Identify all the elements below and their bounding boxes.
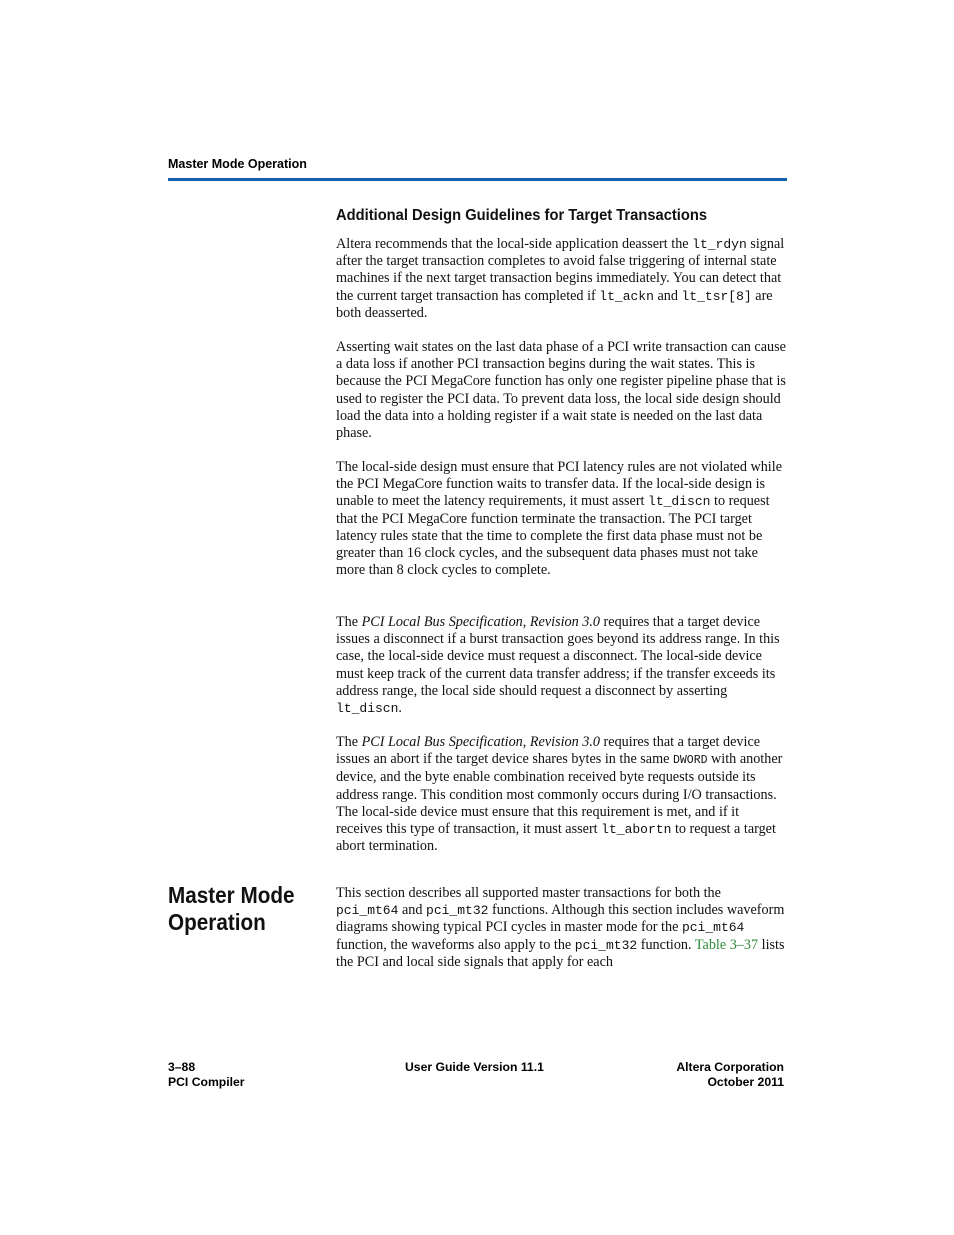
major-heading-line-1: Master Mode [168, 882, 295, 908]
footer-date: October 2011 [707, 1075, 784, 1089]
p6-text-c: functions. Although this section includes waveform diagrams showing typical PCI cycles in master mode for the [336, 902, 785, 936]
code-lt-discn-2: lt_discn [336, 701, 399, 717]
spec-title-italic-2: PCI Local Bus Specification, Revision 3.0 [361, 734, 600, 750]
p6-text-d: function, the waveforms also apply to the [336, 936, 575, 953]
footer-guide-version: User Guide Version 11.1 [405, 1060, 544, 1074]
paragraph-3 [336, 459, 786, 579]
section-heading: Additional Design Guidelines for Target Transactions [336, 207, 708, 224]
p4-text-a: The [336, 614, 362, 630]
p5-text-b: requires that a target device issues an abort if the target device shares bytes in the same [336, 734, 761, 768]
table-3-37-link[interactable]: Table 3–37 [694, 936, 759, 953]
p1-text-a: Altera recommends that the local-side application deassert the [336, 236, 693, 252]
code-lt-ackn: lt_ackn [599, 288, 654, 304]
code-lt-abortn: lt_abortn [601, 822, 672, 838]
major-section-heading [168, 882, 295, 936]
code-lt-rdyn: lt_rdyn [692, 237, 747, 252]
p5-text-c: with another device, and the byte enable combination received byte requests outside its address range. This condition most commonly occurs during I/O transactions. The local-side device must ensure that this requirement is met, and if it receives this type of transaction, it must assert [336, 751, 783, 838]
paragraph-1 [336, 236, 786, 322]
footer-company: Altera Corporation [676, 1060, 784, 1074]
p1-text-b: signal after the target transaction completes to avoid false triggering of internal state machines if the next target transaction begins immediately. You can detect that the current target transaction has completed if [336, 236, 785, 304]
code-lt-tsr: lt_tsr[8] [681, 288, 752, 304]
p4-text-b: requires that a target device issues a disconnect if a burst transaction goes beyond its address range. In this case, the local-side device must request a disconnect. The local-side device must keep track of the current data transfer address; if the transfer exceeds its address range, the local side should request a disconnect by asserting [336, 614, 780, 699]
p6-text-b: and [398, 902, 427, 919]
p1-text-e: are both deasserted. [336, 287, 773, 321]
p3-text-a: The local-side design must ensure that PCI latency rules are not violated while the PCI MegaCore function waits to transfer data. If the local-side design is unable to meet the latency requirements, it must assert [336, 459, 782, 510]
paragraph-5 [336, 734, 786, 855]
p6-text-a: This section describes all supported master transactions for both the [336, 885, 721, 901]
p6-text-f: lists the PCI and local side signals that apply for each [336, 936, 785, 970]
dword-term: DWORD [672, 754, 708, 768]
code-pci-mt64-2: pci_mt64 [681, 920, 745, 936]
paragraph-4 [336, 614, 786, 717]
major-heading-line-2: Operation [168, 909, 266, 935]
footer-page-number: 3–88 [168, 1060, 196, 1074]
footer-left [168, 1060, 245, 1090]
code-lt-discn: lt_discn [648, 494, 711, 510]
p5-text-a: The [336, 734, 362, 750]
p6-text-e: function. [637, 936, 695, 953]
spec-title-italic: PCI Local Bus Specification, Revision 3.0 [361, 614, 600, 630]
footer-right [676, 1060, 784, 1090]
paragraph-2 [336, 339, 786, 442]
footer-product: PCI Compiler [168, 1075, 245, 1089]
code-pci-mt64: pci_mt64 [336, 903, 399, 919]
p1-text-d: and [653, 287, 682, 304]
paragraph-6 [336, 885, 786, 971]
running-header-title: Master Mode Operation [168, 157, 307, 171]
p2-text: Asserting wait states on the last data phase of a PCI write transaction can cause a data loss if another PCI transaction begins during the wait states. This is because the PCI MegaCore function has only one register pipeline phase that is used to register the PCI data. To prevent data loss, the local side design should load the data into a holding register if a wait state is needed on the last data phase. [336, 339, 786, 442]
code-pci-mt32: pci_mt32 [426, 903, 489, 919]
p4-text-c: . [398, 700, 402, 717]
p5-text-d: to request a target abort termination. [336, 821, 776, 855]
code-pci-mt32-2: pci_mt32 [574, 937, 638, 953]
p3-text-b: to request that the PCI MegaCore function terminate the transaction. The PCI target latency rules state that the time to complete the first data phase must not be greater than 16 clock cycles, and the subsequent data phases must not take more than 8 clock cycles to complete. [336, 493, 770, 579]
header-rule [168, 178, 787, 181]
